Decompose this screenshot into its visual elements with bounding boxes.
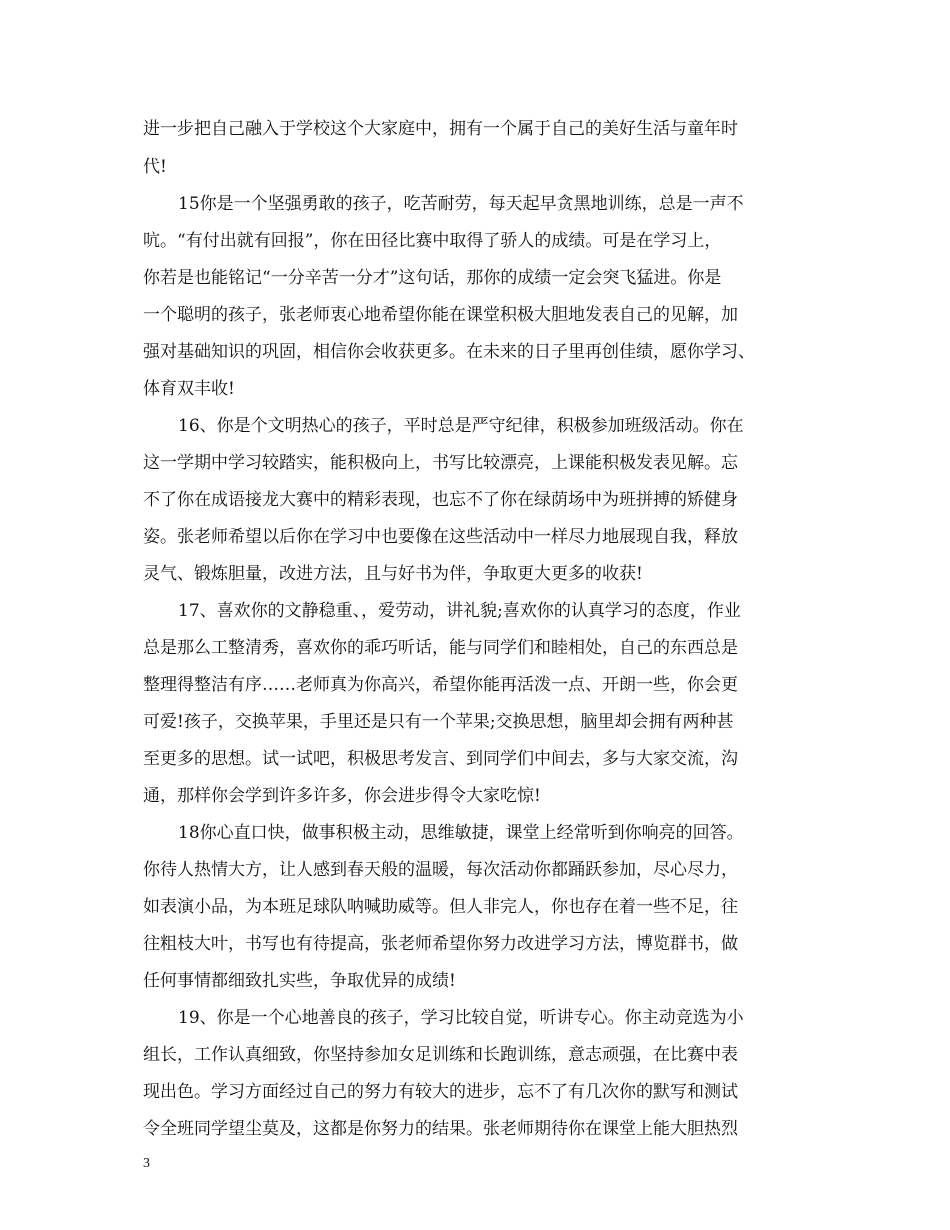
text-line: 如表演小品，为本班足球队呐喊助威等。但人非完人，你也存在着一些不足，往 xyxy=(143,897,738,917)
text-line: 代! xyxy=(143,157,167,177)
text-line: 吭。“有付出就有回报”，你在田径比赛中取得了骄人的成绩。可是在学习上， xyxy=(143,231,722,251)
text-line: 任何事情都细致扎实些，争取优异的成绩! xyxy=(143,971,456,991)
text-line: 现出色。学习方面经过自己的努力有较大的进步，忘不了有几次你的默写和测试 xyxy=(143,1082,738,1102)
text-line: 组长，工作认真细致，你坚持参加女足训练和长跑训练，意志顽强，在比赛中表 xyxy=(143,1045,738,1065)
text-line: 总是那么工整清秀，喜欢你的乖巧听话，能与同学们和睦相处，自己的东西总是 xyxy=(143,638,738,658)
text-line: 一个聪明的孩子，张老师衷心地希望你能在课堂积极大胆地发表自己的见解，加 xyxy=(143,305,738,325)
text-line: 你待人热情大方，让人感到春天般的温暖，每次活动你都踊跃参加，尽心尽力， xyxy=(143,860,738,880)
text-line: 令全班同学望尘莫及，这都是你努力的结果。张老师期待你在课堂上能大胆热烈 xyxy=(143,1119,738,1139)
text-line: 至更多的思想。试一试吧，积极思考发言、到同学们中间去，多与大家交流，沟 xyxy=(143,749,738,769)
text-line: 往粗枝大叶，书写也有待提高，张老师希望你努力改进学习方法，博览群书，做 xyxy=(143,934,738,954)
text-line: 灵气、锻炼胆量，改进方法，且与好书为伴，争取更大更多的收获! xyxy=(143,564,643,584)
text-line: 强对基础知识的巩固，相信你会收获更多。在未来的日子里再创佳绩，愿你学习、 xyxy=(143,342,755,362)
paragraph-19-start: 19、你是一个心地善良的孩子，学习比较自觉，听讲专心。你主动竞选为小 xyxy=(178,1008,744,1028)
text-line: 不了你在成语接龙大赛中的精彩表现，也忘不了你在绿荫场中为班拼搏的矫健身 xyxy=(143,490,738,510)
text-line: 你若是也能铭记“一分辛苦一分才”这句话，那你的成绩一定会突飞猛进。你是 xyxy=(143,268,722,288)
text-line: 整理得整洁有序……老师真为你高兴，希望你能再活泼一点、开朗一些，你会更 xyxy=(143,675,738,695)
paragraph-16-start: 16、你是个文明热心的孩子，平时总是严守纪律，积极参加班级活动。你在 xyxy=(178,416,744,436)
text-line: 这一学期中学习较踏实，能积极向上，书写比较漂亮，上课能积极发表见解。忘 xyxy=(143,453,738,473)
text-line: 姿。张老师希望以后你在学习中也要像在这些活动中一样尽力地展现自我，释放 xyxy=(143,527,738,547)
paragraph-18-start: 18你心直口快，做事积极主动，思维敏捷，课堂上经常听到你响亮的回答。 xyxy=(178,823,744,843)
page-number: 3 xyxy=(143,1156,150,1171)
paragraph-15-start: 15你是一个坚强勇敢的孩子，吃苦耐劳，每天起早贪黑地训练，总是一声不 xyxy=(178,194,744,214)
text-line: 进一步把自己融入于学校这个大家庭中，拥有一个属于自己的美好生活与童年时 xyxy=(143,119,738,139)
paragraph-17-start: 17、喜欢你的文静稳重、，爱劳动，讲礼貌;喜欢你的认真学习的态度，作业 xyxy=(178,601,741,621)
text-line: 通，那样你会学到许多许多，你会进步得令大家吃惊! xyxy=(143,786,541,806)
text-line: 体育双丰收! xyxy=(143,379,235,399)
text-line: 可爱!孩子，交换苹果，手里还是只有一个苹果;交换思想，脑里却会拥有两种甚 xyxy=(143,712,734,732)
